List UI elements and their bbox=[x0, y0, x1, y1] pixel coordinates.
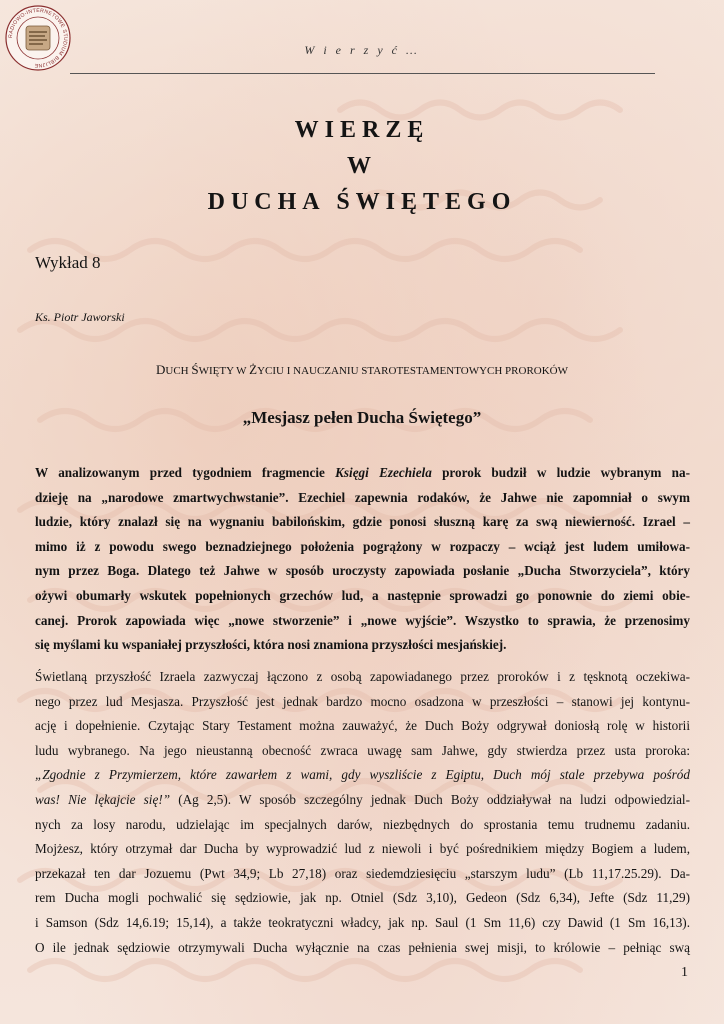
text-line: ożywi obumarły wskutek popełnionych grzechów lud, a następnie sprowadzi go ponownie do ziemi obie- bbox=[35, 587, 690, 603]
text-line: rem Ducha mogli pochwalić się sędziowie, jak np. Otniel (Sdz 3,10), Gedeon (Sdz 6,34), Jefte (Sdz 11,29) bbox=[35, 890, 690, 906]
text-line: ludu wybranego. Na jego nieustanną obecność zwraca uwagę sam Jahwe, gdy stwierdza przez usta proroka: bbox=[35, 742, 690, 758]
text-line: canej. Prorok zapowiada więc „nowe stworzenie” i „nowe wyjście”. Wszystko to sprawia, że przenosimy bbox=[35, 612, 690, 628]
text-line: W analizowanym przed tygodniem fragmencie Księgi Ezechiela prorok budził w ludzie wybranym na- bbox=[35, 465, 690, 480]
text-line: nym przez Boga. Dlatego też Jahwe w sposób uroczysty zapowiada posłanie „Ducha Stworzyciela”, który bbox=[35, 563, 690, 579]
running-title: W i e r z y ć … bbox=[304, 43, 420, 57]
text-line: przekazał ten dar Jozuemu (Pwt 34,9; Lb 27,18) oraz siedemdziesięciu „starszym ludu” (Lb 11,17.25.29). Da- bbox=[35, 865, 690, 881]
section-rest-3: YCIU I NAUCZANIU STAROTESTAMENTOWYCH PROROKÓW bbox=[257, 365, 568, 377]
section-cap-1: D bbox=[156, 362, 166, 377]
title-line-2: W bbox=[347, 153, 377, 179]
quote-end: was! Nie lękajcie się!” bbox=[35, 791, 171, 807]
lecture-subtitle: „Mesjasz pełen Ducha Świętego” bbox=[242, 408, 482, 427]
studium-biblijne-logo bbox=[4, 4, 72, 72]
text-line: Mojżesz, który otrzymał dar Ducha by wyprowadzić lud z niewoli i być pośrednikiem między Bogiem a ludem, bbox=[35, 841, 690, 857]
section-rest-1: UCH bbox=[165, 365, 192, 377]
section-cap-2: Ś bbox=[191, 362, 199, 377]
page-number: 1 bbox=[681, 965, 688, 980]
text-line: i Samson (Sdz 14,6.19; 15,14), a także teokratyczni władcy, jak np. Saul (1 Sm 11,6) czy Dawid (1 Sm 16,13). bbox=[35, 914, 690, 930]
text-line: mimo iż z powodu swego beznadziejnego położenia pogrążony w rozpaczy – wciąż jest ludem umiłowa- bbox=[35, 538, 690, 554]
text-line: dzieję na „narodowe zmartwychwstanie”. Ezechiel zapewnia rodaków, że Jahwe nie zapomniał o swym bbox=[35, 489, 690, 505]
text-line: ację i dopełnienie. Czytając Stary Testament można zauważyć, że Duch Boży odgrywał doniosłą rolę w historii bbox=[35, 718, 690, 734]
quote-line: „Zgodnie z Przymierzem, które zawarłem z wami, gdy wyszliście z Egiptu, Duch mój stale przebywa pośród bbox=[35, 767, 690, 783]
logo-ring-text: RADIOWO-INTERNETOWE STUDIUM BIBLIJNE bbox=[7, 7, 69, 69]
text-line: nych za losy narodu, udzielając im specjalnych darów, niezbędnych do sprostania temu trudnemu zadaniu. bbox=[35, 816, 690, 832]
author-name: Ks. Piotr Jaworski bbox=[35, 310, 125, 324]
book-title: Księgi Ezechiela bbox=[335, 465, 432, 480]
section-cap-3: Ż bbox=[249, 362, 258, 377]
text-line: Świetlaną przyszłość Izraela zazwyczaj łączono z osobą zapowiadanego przez proroków i z tęsknotą oczekiwa- bbox=[35, 669, 690, 684]
title-line-1: WIERZĘ bbox=[294, 117, 430, 143]
title-line-3: DUCHA ŚWIĘTEGO bbox=[207, 189, 517, 215]
lecture-number: Wykład 8 bbox=[35, 253, 101, 272]
section-rest-2: WIĘTY W bbox=[198, 365, 250, 377]
text-line: się myślami ku wspaniałej przyszłości, która nosi znamiona przyszłości mesjańskiej. bbox=[35, 637, 507, 653]
text-line: O ile jednak sędziowie otrzymywali Ducha wyłącznie na czas pełnienia swej misji, to królowie – pełniąc swą bbox=[35, 939, 690, 955]
paragraph-main bbox=[35, 665, 690, 960]
paragraph-intro bbox=[35, 461, 690, 658]
header-divider bbox=[70, 73, 655, 74]
text-line: was! Nie lękajcie się!” (Ag 2,5). W sposób szczególny jednak Duch Boży oddziaływał na ludzi odpowiedzial- bbox=[35, 791, 690, 807]
section-heading bbox=[0, 362, 724, 378]
text-line: ludzie, który znalazł się na wygnaniu babilońskim, gdzie ponosi słuszną karę za swą niewierność. Izrael – bbox=[35, 514, 690, 530]
text-line: nego przez lud Mesjasza. Przyszłość jest jednak bardzo mocno osadzona w przeszłości – stanowi jej kontynu- bbox=[35, 693, 690, 709]
